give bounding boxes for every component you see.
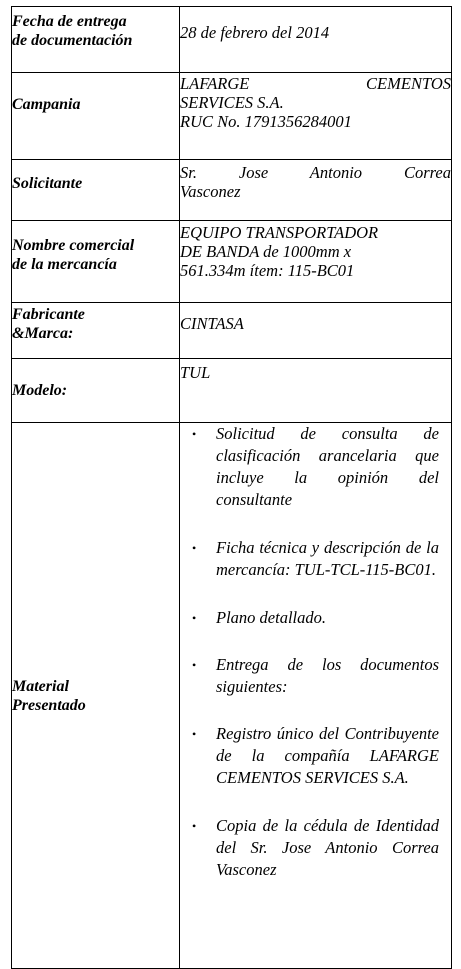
label-campania [12, 73, 180, 160]
list-item [180, 815, 439, 881]
value-modelo [180, 359, 452, 423]
list-item [180, 537, 439, 581]
bullet-icon: • [192, 727, 197, 741]
label-line: Modelo: [12, 382, 68, 399]
label-line: Presentado [12, 696, 86, 714]
value-line: LAFARGE CEMENTOS [180, 74, 451, 93]
label-line: de la mercancía [12, 256, 117, 273]
label-line: Solicitante [12, 175, 83, 192]
value-campania [180, 73, 452, 160]
value-fecha-entrega [180, 7, 452, 73]
value-fabricante-marca [180, 303, 452, 359]
value-line: RUC No. 1791356284001 [180, 112, 352, 131]
bullet-icon: • [192, 658, 197, 672]
label-material-presentado [12, 423, 180, 969]
label-modelo [12, 359, 180, 423]
value-solicitante [180, 160, 452, 221]
label-solicitante [12, 160, 180, 221]
label-line: Campania [12, 96, 81, 113]
value-line: Vasconez [180, 182, 241, 201]
value-line: CINTASA [180, 314, 244, 333]
list-item [180, 423, 439, 511]
bullet-icon: • [192, 611, 197, 625]
row-modelo [12, 359, 452, 423]
value-line: 561.334m ítem: 115-BC01 [180, 261, 355, 280]
row-nombre-comercial [12, 221, 452, 303]
value-line: DE BANDA de 1000mm x [180, 242, 352, 261]
label-line: Fabricante [12, 306, 85, 323]
row-solicitante [12, 160, 452, 221]
label-fabricante-marca [12, 303, 180, 359]
row-fecha-entrega [12, 7, 452, 73]
list-item-text: Solicitud de consulta de clasificación arancelaria que incluye la opinión del consultante [216, 424, 439, 509]
label-nombre-comercial [12, 221, 180, 303]
value-line: Sr. Jose Antonio Correa [180, 163, 451, 182]
list-item [180, 607, 439, 629]
value-line: 28 de febrero del 2014 [180, 23, 330, 42]
value-line: EQUIPO TRANSPORTADOR [180, 223, 379, 242]
value-line: SERVICES S.A. [180, 93, 284, 112]
label-line: Material [12, 677, 69, 695]
label-fecha-entrega [12, 7, 180, 73]
list-item [180, 654, 439, 698]
label-line: Fecha de entrega [12, 13, 127, 30]
value-nombre-comercial [180, 221, 452, 303]
list-item-text: Ficha técnica y descripción de la mercancía: TUL-TCL-115-BC01. [216, 538, 439, 579]
list-item-text: Registro único del Contribuyente de la compañía LAFARGE CEMENTOS SERVICES S.A. [216, 724, 439, 787]
list-item-text: Copia de la cédula de Identidad del Sr. Jose Antonio Correa Vasconez [216, 816, 439, 879]
list-item-text: Plano detallado. [216, 608, 326, 627]
bullet-icon: • [192, 819, 197, 833]
value-line: TUL [180, 363, 211, 382]
bullet-icon: • [192, 541, 197, 555]
row-fabricante-marca [12, 303, 452, 359]
label-line: de documentación [12, 32, 133, 49]
value-material-presentado [180, 423, 452, 969]
bullet-icon: • [192, 427, 197, 441]
document-table [11, 6, 452, 969]
row-campania [12, 73, 452, 160]
list-item [180, 723, 439, 789]
material-list [180, 423, 451, 881]
label-line: Nombre comercial [12, 237, 135, 254]
list-item-text: Entrega de los documentos siguientes: [216, 655, 439, 696]
label-line: &Marca: [12, 325, 74, 342]
row-material-presentado [12, 423, 452, 969]
